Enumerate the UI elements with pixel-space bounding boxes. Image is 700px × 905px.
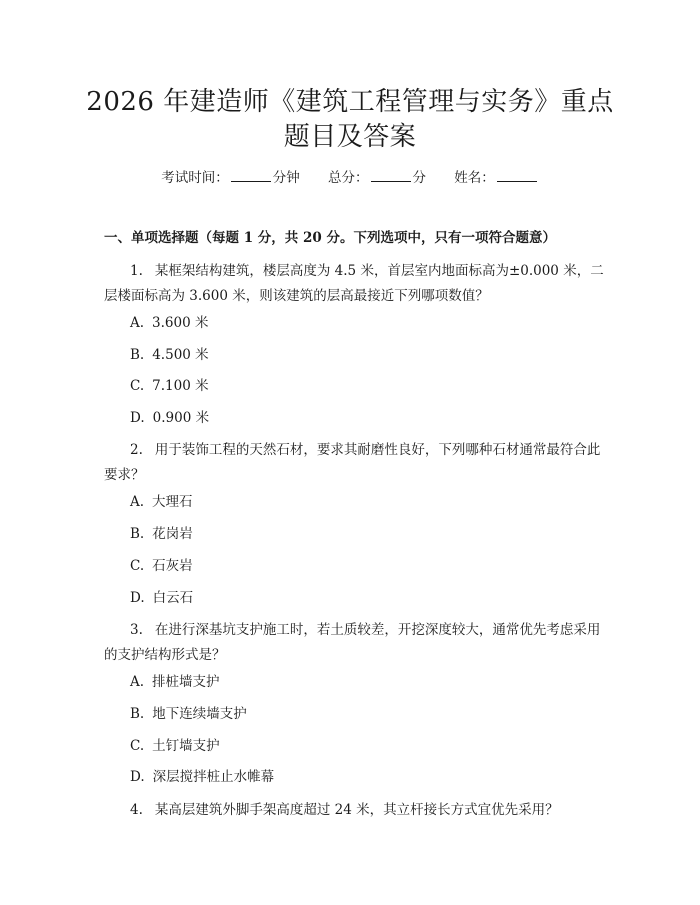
name-label: 姓名： — [454, 170, 495, 186]
question-4 — [104, 798, 604, 823]
option-text: 0.900 米 — [152, 410, 210, 426]
question-3 — [104, 618, 604, 668]
total-score-label: 总分： — [328, 170, 369, 186]
question-text: 在进行深基坑支护施工时，若土质较差，开挖深度较大，通常优先考虑采用的支护结构形式是？ — [104, 622, 601, 663]
option-letter: A. — [130, 674, 145, 690]
option-text: 3.600 米 — [152, 315, 209, 331]
exam-time-field — [161, 168, 300, 188]
name-field — [454, 168, 539, 188]
question-2 — [104, 438, 604, 488]
exam-time-label: 考试时间： — [161, 170, 229, 186]
question-text: 某框架结构建筑，楼层高度为 4.5 米，首层室内地面标高为±0.000 米，二层楼面标高为 3.600 米，则该建筑的层高最接近下列哪项数值？ — [104, 263, 604, 304]
option-letter: B. — [130, 526, 145, 542]
option-letter: B. — [130, 347, 145, 363]
exam-meta — [0, 168, 700, 188]
option-2c — [130, 556, 193, 576]
question-number: 2. — [130, 442, 143, 458]
option-3a — [130, 672, 220, 692]
option-letter: D. — [130, 590, 145, 606]
option-text: 大理石 — [152, 494, 193, 510]
option-text: 深层搅拌桩止水帷幕 — [152, 769, 275, 785]
option-2b — [130, 524, 193, 544]
page-title-line1: 2026 年建造师《建筑工程管理与实务》重点 — [86, 87, 614, 117]
option-3b — [130, 704, 247, 724]
option-letter: B. — [130, 706, 145, 722]
option-2a — [130, 492, 193, 512]
section-heading-single-choice: 一、单项选择题（每题 1 分，共 20 分。下列选项中，只有一项符合题意） — [104, 230, 556, 246]
total-score-field — [328, 168, 426, 188]
option-2d — [130, 588, 193, 608]
option-letter: D. — [130, 410, 145, 426]
option-letter: A. — [130, 315, 145, 331]
option-3c — [130, 736, 220, 756]
question-number: 4. — [130, 802, 143, 818]
option-3d — [130, 767, 274, 787]
option-text: 地下连续墙支护 — [152, 706, 247, 722]
total-score-unit: 分 — [412, 170, 426, 186]
option-letter: A. — [130, 494, 145, 510]
question-1 — [104, 259, 604, 309]
option-1d — [130, 408, 209, 428]
question-number: 1. — [130, 263, 143, 279]
exam-time-blank — [231, 169, 271, 182]
option-text: 石灰岩 — [152, 558, 193, 574]
option-1b — [130, 345, 209, 365]
option-letter: C. — [130, 558, 145, 574]
option-letter: C. — [130, 378, 145, 394]
option-1c — [130, 376, 209, 396]
page-title-line2: 题目及答案 — [283, 122, 417, 152]
option-text: 花岗岩 — [152, 526, 193, 542]
option-letter: D. — [130, 769, 145, 785]
total-score-blank — [371, 169, 411, 182]
option-text: 白云石 — [152, 590, 194, 606]
option-text: 4.500 米 — [152, 347, 209, 363]
question-text: 用于装饰工程的天然石材，要求其耐磨性良好，下列哪种石材通常最符合此要求？ — [104, 442, 601, 483]
question-text: 某高层建筑外脚手架高度超过 24 米，其立杆接长方式宜优先采用？ — [154, 802, 559, 818]
option-letter: C. — [130, 738, 145, 754]
option-text: 土钉墙支护 — [152, 738, 220, 754]
name-blank — [497, 169, 537, 182]
exam-time-unit: 分钟 — [272, 170, 300, 186]
option-text: 排桩墙支护 — [152, 674, 220, 690]
question-number: 3. — [130, 622, 143, 638]
option-1a — [130, 313, 209, 333]
option-text: 7.100 米 — [152, 378, 209, 394]
